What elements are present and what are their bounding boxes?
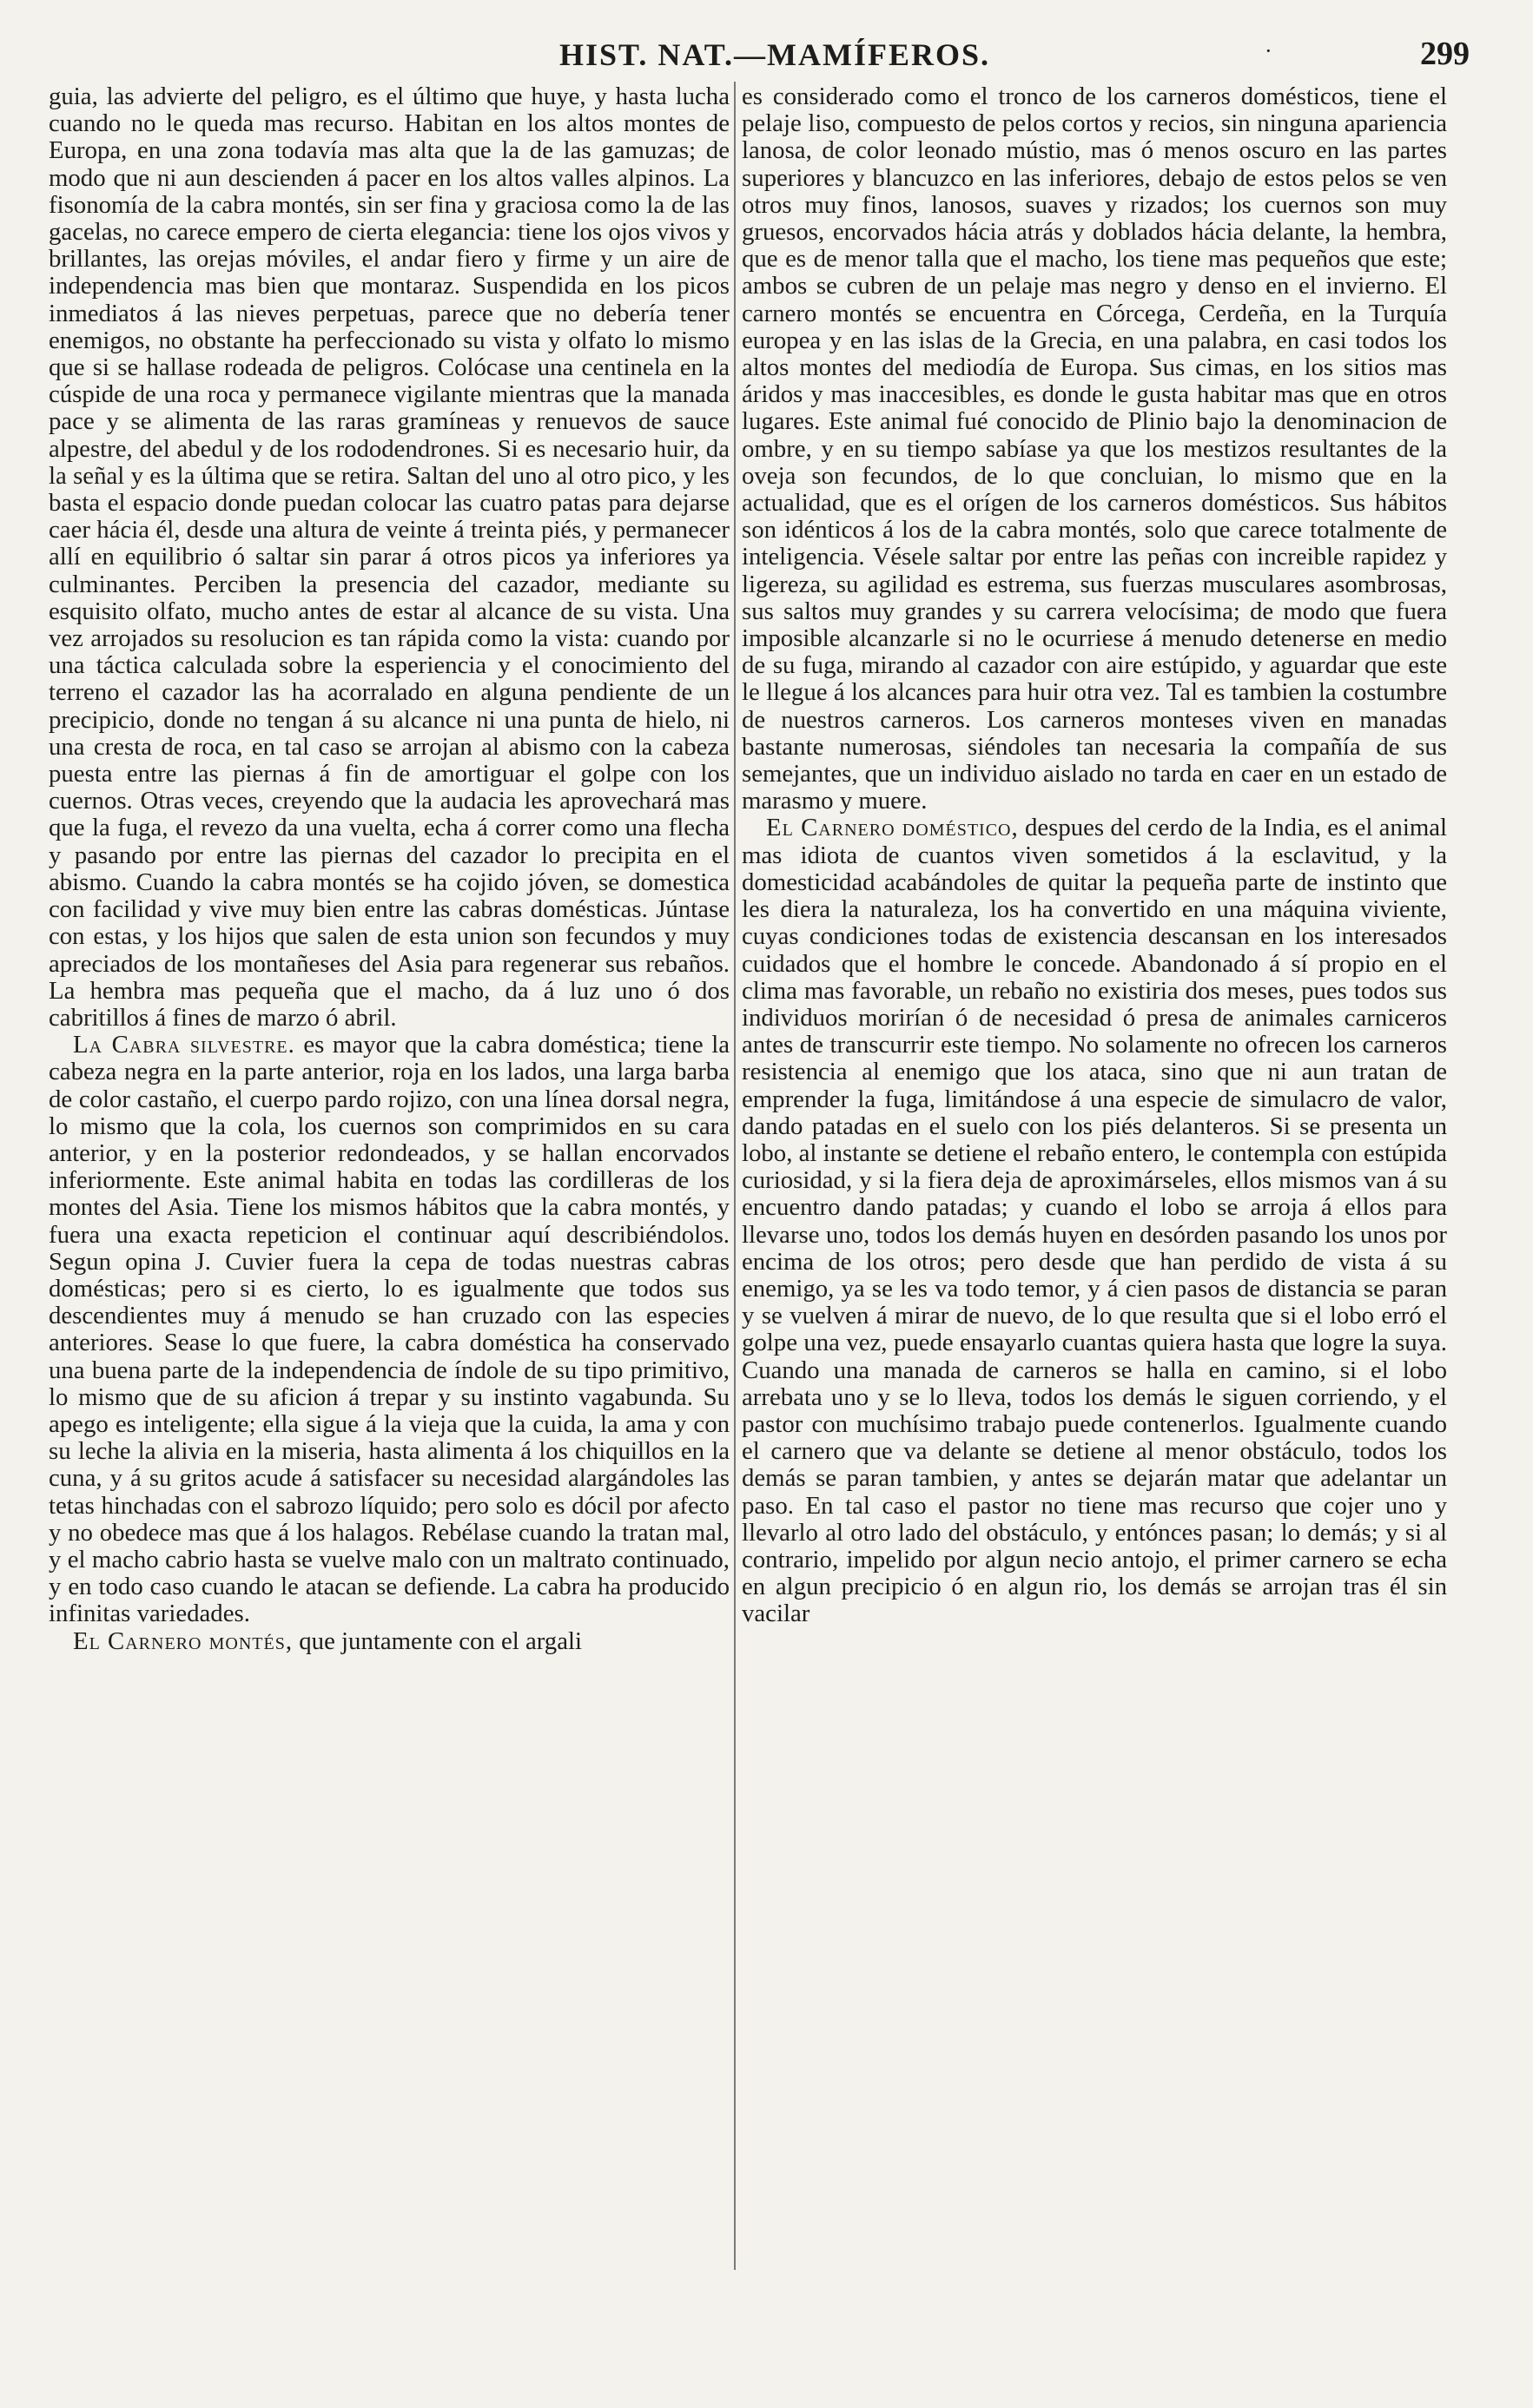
right-paragraph-1: es considerado como el tronco de los carneros domésticos, tiene el pelaje liso, compuesto de pelos cortos y recios, sin ninguna apariencia lanosa, de color leonado mústio, mas ó menos oscuro en las partes superiores y blancuzco en las inferiores, debajo de estos pelos se ven otros muy finos, lanosos, suaves y rizados; los cuernos son muy gruesos, encorvados hácia atrás y doblados hácia delante, la hembra, que es de menor talla que el macho, los tiene mas pequeños que este; ambos se cubren de un pelaje mas negro y denso en el invierno. El carnero montés se encuentra en Córcega, Cerdeña, en la Turquía europea y en las islas de la Grecia, en una palabra, en casi todos los altos montes del mediodía de Europa. Sus cimas, en los sitios mas áridos y mas inaccesibles, es donde le gusta habitar mas que en otros lugares. Este animal fué conocido de Plinio bajo la denominacion de ombre, y en su tiempo sabíase ya que los mestizos resultantes de la oveja son fecundos, de lo que concluian, lo mismo que en la actualidad, que es el orígen de los carneros domésticos. Sus hábitos son idénticos á los de la cabra montés, solo que carece totalmente de inteligencia. Vésele saltar por entre las peñas con increible rapidez y ligereza, su agilidad es estrema, sus fuerzas musculares asombrosas, sus saltos muy grandes y su carrera velocísima; de modo que fuera imposible alcanzarle si no le ocurriese á menudo detenerse en medio de su fuga, mirando al cazador con aire estúpido, y aguardar que este le llegue á los alcances para huir otra vez. Tal es tambien la costumbre de nuestros carneros. Los carneros monteses viven en manadas bastante numerosas, siéndoles tan necesaria la compañía de sus semejantes, que un individuo aislado no tarda en caer en un estado de marasmo y muere.: [742, 83, 1447, 815]
right-paragraph-2-text: despues del cerdo de la India, es el animal mas idiota de cuantos viven sometidos á la esclavitud, y la domesticidad acabándoles de quitar la pequeña parte de instinto que les diera la naturaleza, los ha convertido en una máquina viviente, cuyas condiciones todas de existencia descansan en los interesados cuidados que el hombre le concede. Abandonado á sí propio en el clima mas favorable, un rebaño no existiria dos meses, pues todos sus individuos morirían ó de necesidad ó presa de animales carniceros antes de transcurrir este tiempo. No solamente no ofrecen los carneros resistencia al enemigo que los ataca, sino que ni aun tratan de emprender la fuga, limitándose á una especie de simulacro de valor, dando patadas en el suelo con los piés delanteros. Si se presenta un lobo, al instante se detiene el rebaño entero, le contempla con estúpida curiosidad, y si la fiera deja de aproximárseles, ellos mismos van á su encuentro dando patadas; y cuando el lobo se arroja á ellos para llevarse uno, todos los demás huyen en desórden pasando los unos por encima de los otros; pero desde que han perdido de vista á su enemigo, ya se les va todo temor, y á cien pasos de distancia se paran y se vuelven á mirar de nuevo, de lo que resulta que si el lobo erró el golpe una vez, puede ensayarlo cuantas quiera hasta que logre la suya. Cuando una manada de carneros se halla en camino, si el lobo arrebata uno y se lo lleva, todos los demás le siguen corriendo, y el pastor con muchísimo trabajo puede contenerlos. Igualmente cuando el carnero que va delante se detiene al menor obstáculo, todos los demás se paran tambien, y antes se dejarán matar que adelantar un paso. En tal caso el pastor no tiene mas recurso que cojer uno y llevarlo al otro lado del obstáculo, y entónces pasan; lo demás; y si al contrario, impelido por algun necio antojo, el primer carnero se echa en algun precipicio ó en algun rio, los demás se arrojan tras él sin vacilar: [742, 814, 1447, 1628]
running-header: [0, 33, 1533, 75]
carnero-montes-heading: El Carnero montés,: [73, 1626, 294, 1655]
cabra-silvestre-heading: La Cabra silvestre.: [73, 1031, 295, 1059]
left-column: [49, 83, 730, 2315]
left-paragraph-2: [49, 1032, 730, 1627]
left-paragraph-1: guia, las advierte del peligro, es el último que huye, y hasta lucha cuando no le queda mas recurso. Habitan en los altos montes de Europa, en una zona todavía mas alta que la de las gamuzas; de modo que ni aun descienden á pacer en los altos valles alpinos. La fisonomía de la cabra montés, sin ser fina y graciosa como la de las gacelas, no carece empero de cierta elegancia: tiene los ojos vivos y brillantes, las orejas móviles, el andar fiero y firme y un aire de independencia mas bien que montaraz. Suspendida en los picos inmediatos á las nieves perpetuas, parece que no debería tener enemigos, no obstante ha perfeccionado su vista y olfato lo mismo que si se hallase rodeada de peligros. Colócase una centinela en la cúspide de una roca y permanece vigilante mientras que la manada pace y se alimenta de las raras gramíneas y renuevos de sauce alpestre, del abedul y de los rododendrones. Si es necesario huir, da la señal y es la última que se retira. Saltan del uno al otro pico, y les basta el espacio donde puedan colocar las cuatro patas para dejarse caer hácia él, desde una altura de veinte á treinta piés, y permanecer allí en equilibrio ó saltar sin parar á otros picos ya inferiores ya culminantes. Perciben la presencia del cazador, mediante su esquisito olfato, mucho antes de estar al alcance de su vista. Una vez arrojados su resolucion es tan rápida como la vista: cuando por una táctica calculada sobre la esperiencia y el conocimiento del terreno el cazador las ha acorralado en alguna pendiente de un precipicio, donde no tengan á su alcance ni una punta de hielo, ni una cresta de roca, en tal caso se arrojan al abismo con la cabeza puesta entre las piernas á fin de amortiguar el golpe con los cuernos. Otras veces, creyendo que la audacia les aprovechará mas que la fuga, el revezo da una vuelta, echa á correr como una flecha y pasando por entre las piernas del cazador lo precipita en el abismo. Cuando la cabra montés se ha cojido jóven, se domestica con facilidad y vive muy bien entre las cabras domésticas. Júntase con estas, y los hijos que salen de esta union son fecundos y muy apreciados de los montañeses del Asia para regenerar sus rebaños. La hembra mas pequeña que el macho, da á luz uno ó dos cabritillos á fines de marzo ó abril.: [49, 83, 730, 1032]
right-column: [742, 83, 1447, 2280]
column-divider: [734, 82, 736, 2270]
right-paragraph-2: [742, 815, 1447, 1627]
left-paragraph-3: [49, 1628, 730, 1655]
carnero-domestico-heading: El Carnero doméstico,: [766, 814, 1019, 842]
header-mark: ·: [1265, 38, 1272, 63]
header-title: HIST. NAT.—MAMÍFEROS.: [559, 37, 991, 72]
page-number: 299: [1420, 36, 1470, 72]
left-paragraph-3-text: que juntamente con el argali: [293, 1626, 582, 1655]
left-paragraph-2-text: es mayor que la cabra doméstica; tiene la cabeza negra en la parte anterior, roja en los lados, una larga barba de color castaño, el cuerpo pardo rojizo, con una línea dorsal negra, lo mismo que la cola, los cuernos son comprimidos en su cara anterior, y en la posterior redondeados, y se hallan encorvados inferiormente. Este animal habita en todas las cordilleras de los montes del Asia. Tiene los mismos hábitos que la cabra montés, y fuera una exacta repeticion el continuar aquí describiéndolos. Segun opina J. Cuvier fuera la cepa de todas nuestras cabras domésticas; pero si es cierto, lo es igualmente que todos sus descendientes muy á menudo se han cruzado con las especies anteriores. Sease lo que fuere, la cabra doméstica ha conservado una buena parte de la independencia de índole de su tipo primitivo, lo mismo que de su aficion á trepar y su instinto vagabunda. Su apego es inteligente; ella sigue á la vieja que la cuida, la ama y con su leche la alivia en la miseria, hasta alimenta á los chiquillos en la cuna, y á su gritos acude á satisfacer su necesidad alargándoles las tetas hinchadas con el sabrozo líquido; pero solo es dócil por afecto y no obedece mas que á los halagos. Rebélase cuando la tratan mal, y el macho cabrio hasta se vuelve malo con un maltrato continuado, y en todo caso cuando le atacan se defiende. La cabra ha producido infinitas variedades.: [49, 1031, 730, 1628]
